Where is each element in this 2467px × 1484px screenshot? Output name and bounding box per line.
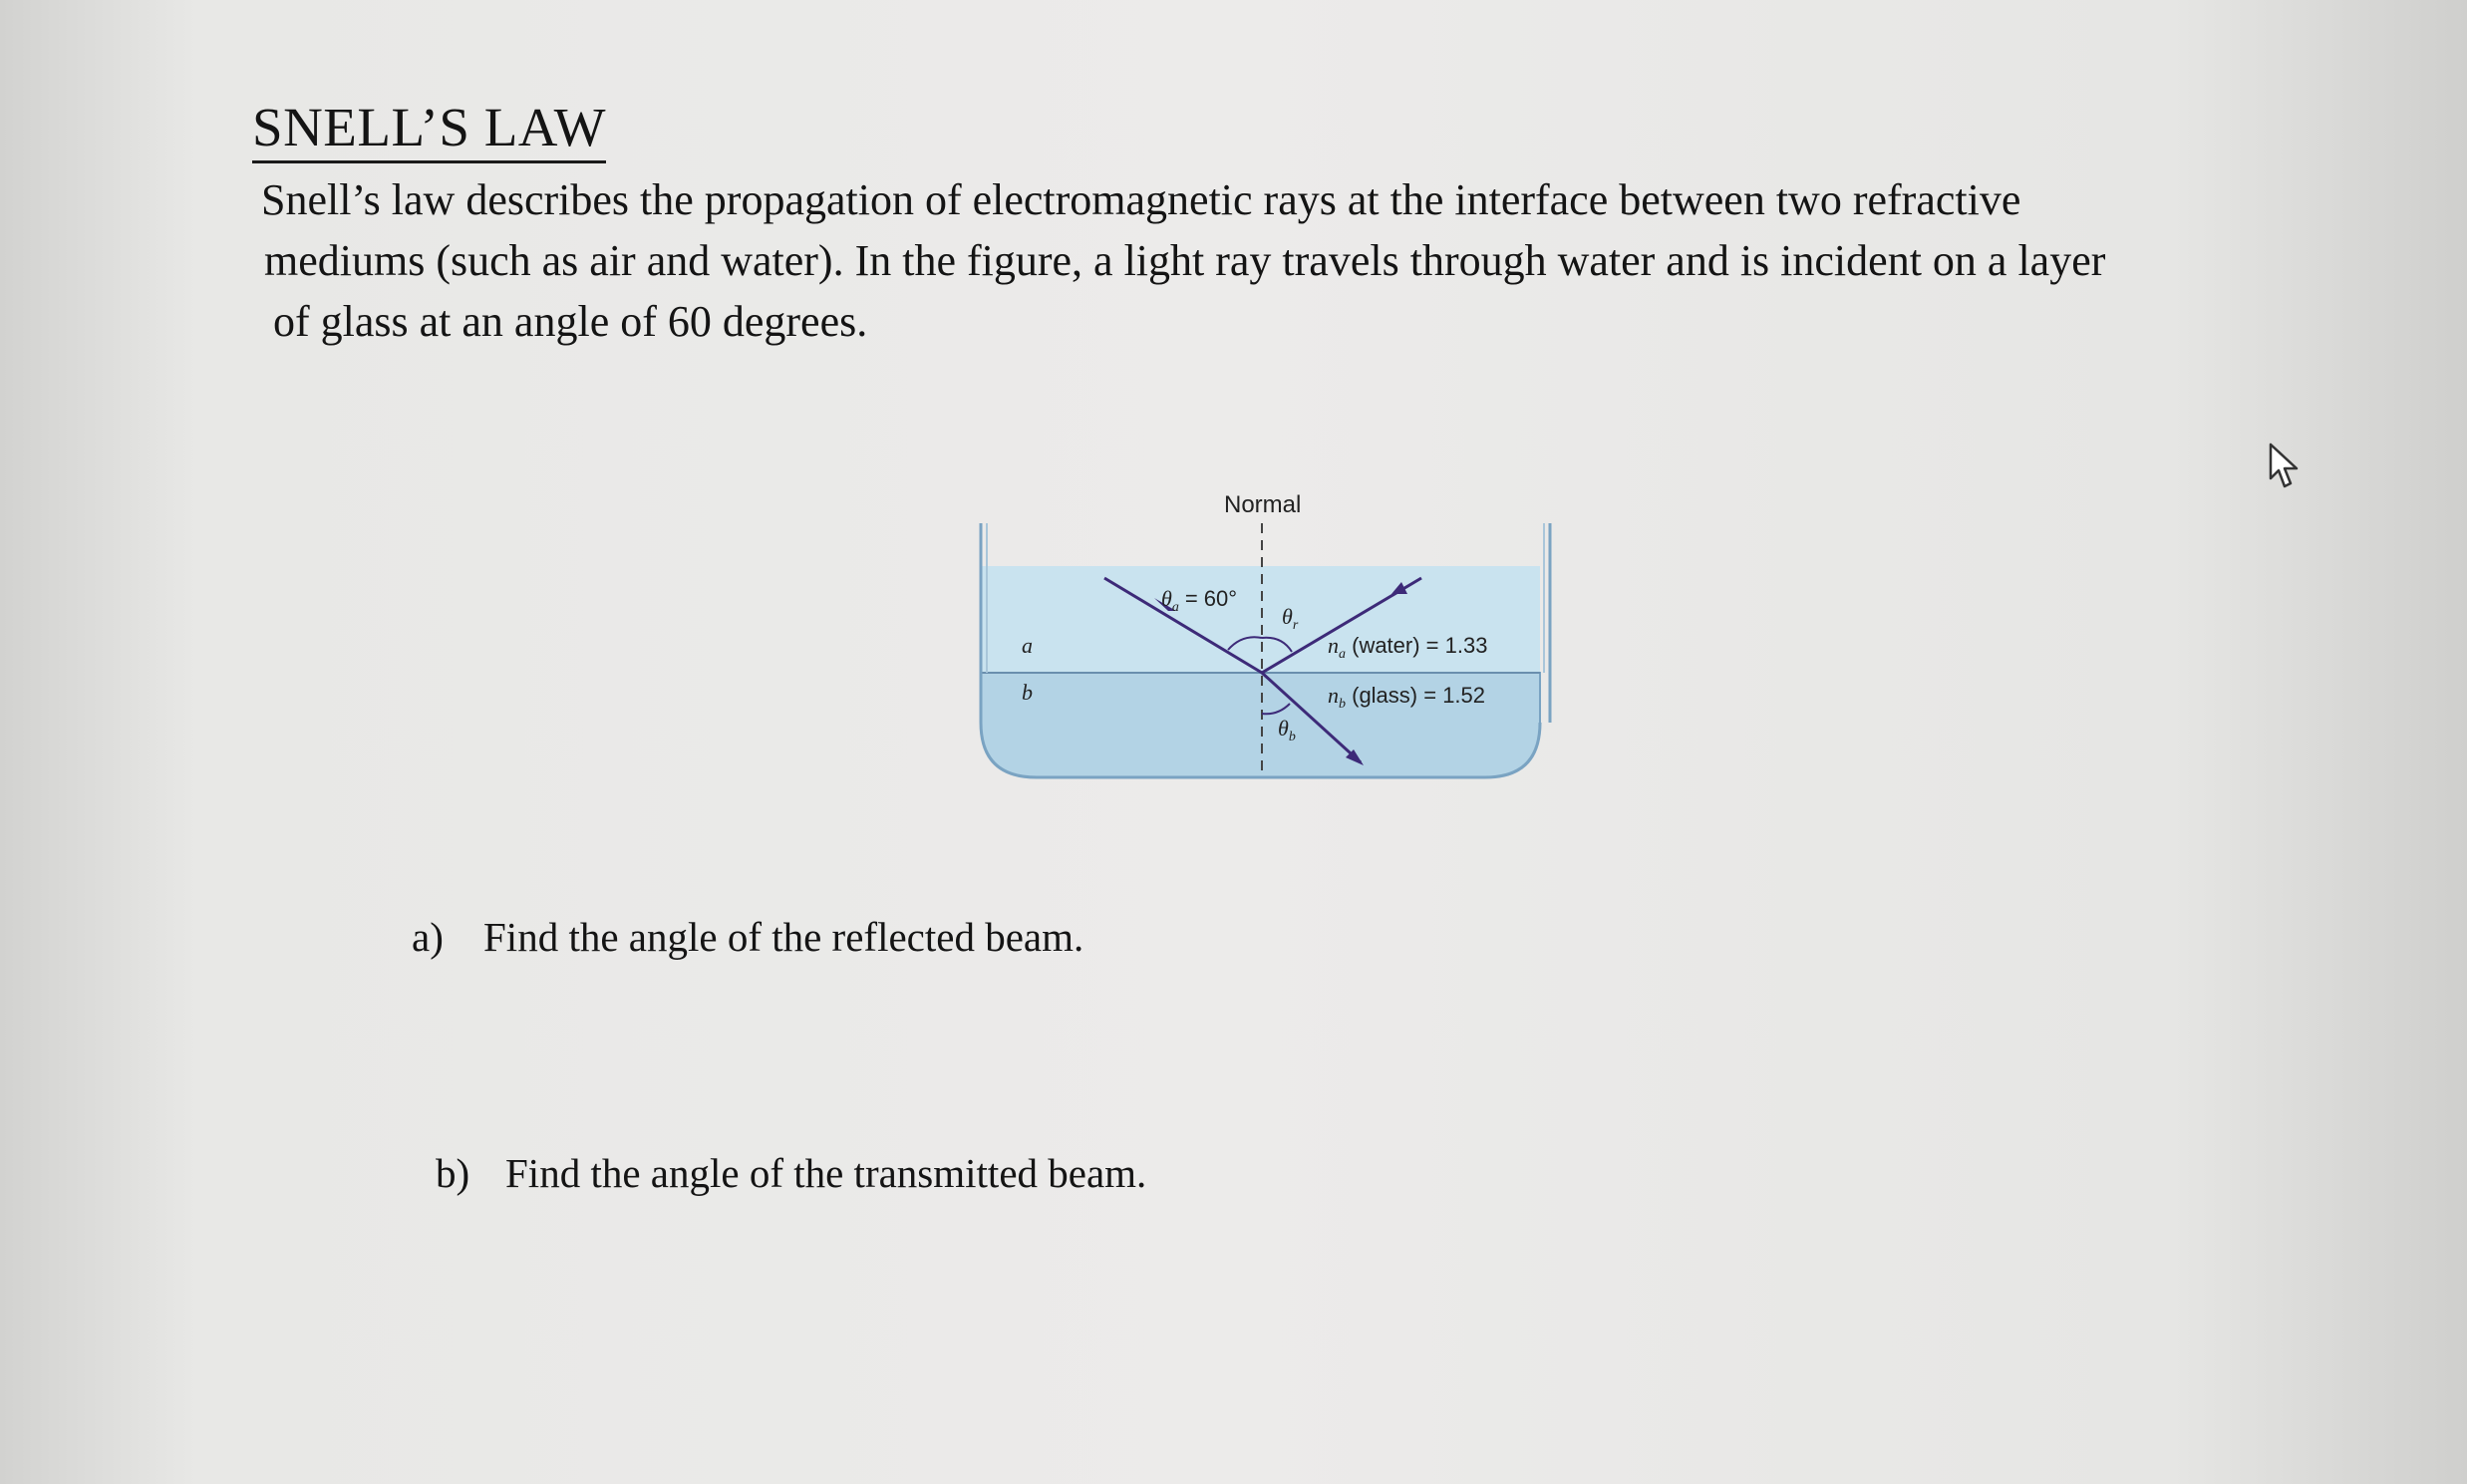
medium-a-label: a	[1022, 633, 1033, 658]
intro-line-3: of glass at an angle of 60 degrees.	[273, 297, 868, 346]
theta-a-value: = 60°	[1184, 586, 1238, 611]
theta-b-sub: b	[1288, 730, 1296, 744]
theta-r-sub: r	[1292, 618, 1299, 633]
question-a-label: a)	[412, 914, 444, 960]
question-a-text: Find the angle of the reflected beam.	[483, 914, 1084, 960]
question-b	[436, 1149, 1146, 1197]
question-b-text: Find the angle of the transmitted beam.	[505, 1150, 1147, 1196]
medium-b-label: b	[1022, 680, 1033, 705]
refraction-diagram	[957, 478, 1575, 807]
n-b-sub: b	[1339, 697, 1346, 712]
snells-law-figure	[957, 478, 1575, 807]
intro-line-2: mediums (such as air and water). In the figure, a light ray travels through water and is incident on a layer	[264, 236, 2106, 285]
n-a-sub: a	[1339, 647, 1346, 662]
intro-paragraph	[261, 169, 2255, 352]
normal-label: Normal	[1224, 491, 1302, 518]
question-b-label: b)	[436, 1150, 470, 1196]
theta-b-symbol: θ	[1278, 716, 1289, 741]
intro-line-1: Snell’s law describes the propagation of electromagnetic rays at the interface between two refractive	[261, 175, 2021, 224]
n-a-symbol: n	[1328, 633, 1339, 658]
page-title: SNELL’S LAW	[252, 100, 606, 163]
theta-r-symbol: θ	[1282, 604, 1293, 629]
water-index-label	[1328, 633, 1487, 662]
n-a-value: (water) = 1.33	[1346, 633, 1488, 658]
theta-a-sub: a	[1171, 600, 1179, 615]
mouse-pointer-hand-icon	[2265, 443, 2305, 494]
question-a	[412, 913, 1083, 961]
n-b-value: (glass) = 1.52	[1346, 683, 1486, 708]
glass-index-label	[1328, 683, 1485, 712]
theta-a-symbol: θ	[1161, 586, 1172, 611]
n-b-symbol: n	[1328, 683, 1339, 708]
